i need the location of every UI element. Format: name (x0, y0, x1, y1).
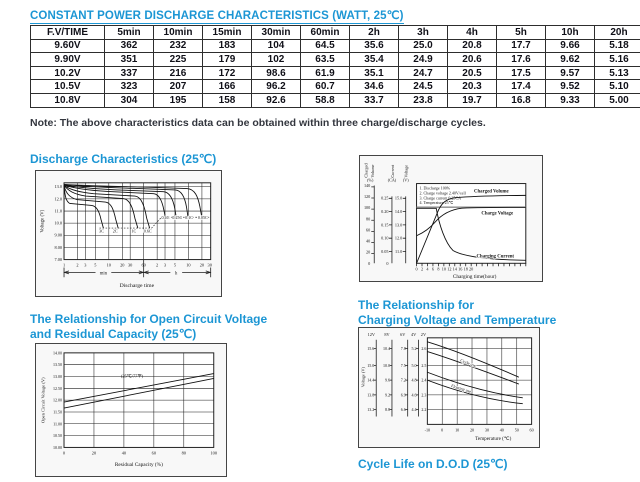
tick-label: 6 (431, 266, 434, 272)
tick-label: 0 (62, 450, 66, 456)
scale-8v (383, 346, 390, 412)
page-title-text: CONSTANT POWER DISCHARGE CHARACTERISTICS (WATT, 25℃) (30, 10, 404, 22)
tick-label: 0.20 (381, 208, 389, 214)
table-cell: 158 (203, 93, 252, 107)
tick-label: 0.05 (381, 248, 389, 254)
table-cell: 20.3 (448, 80, 497, 94)
tick-label: 7.00 (54, 257, 63, 263)
scale-2v (421, 346, 426, 412)
table-cell: 166 (203, 80, 252, 94)
cycle-life-title: Cycle Life on D.O.D (25℃) (358, 457, 508, 471)
tick-label: 7.8 (400, 346, 406, 352)
tick-label: 1 (62, 262, 66, 268)
y-tick-labels (54, 184, 62, 262)
charging-current-label: Charging Current (476, 254, 515, 260)
tick-label: 0 (386, 260, 389, 266)
tick-label: 11.0 (395, 248, 403, 254)
table-cell: 16.8 (497, 93, 546, 107)
tick-label: 40 (499, 427, 504, 433)
table-cell: 17.5 (497, 66, 546, 80)
column-header: 30min (252, 26, 301, 40)
column-header: 60min (301, 26, 350, 40)
tick-label: 14.00 (52, 350, 63, 356)
tick-label: 9.00 (54, 232, 63, 238)
column-header: 3h (399, 26, 448, 40)
table-cell: 9.57 (546, 66, 595, 80)
table-row (31, 93, 640, 107)
tick-label: 60 (529, 427, 534, 433)
tick-label: 2.6 (421, 346, 427, 352)
tick-label: 20 (120, 262, 125, 268)
tick-label: 0 (415, 266, 418, 272)
tick-label: 30 (128, 262, 133, 268)
tick-label: 10 (106, 262, 111, 268)
tick-label: 2C (112, 228, 118, 234)
tick-label: 0.25 (381, 195, 389, 201)
table-cell: 9.62 (546, 53, 595, 67)
table-cell: 232 (154, 39, 203, 53)
tick-label: 6V (400, 331, 406, 337)
table-cell: 337 (105, 66, 154, 80)
table-cell: 5.13 (595, 66, 640, 80)
tick-label: 15.6 (367, 346, 375, 352)
row-header: 10.2V (31, 66, 105, 80)
tick-label: 10.00 (52, 444, 63, 450)
table-cell: 5.10 (595, 80, 640, 94)
row-header: 9.60V (31, 39, 105, 53)
table-cell: 96.2 (252, 80, 301, 94)
ocv-title-line2: and Residual Capacity (25℃) (30, 326, 197, 341)
tick-label: (V) (402, 177, 409, 183)
tick-label: 8.00 (54, 244, 63, 250)
table-cell: 92.6 (252, 93, 301, 107)
tick-label: 8V (384, 331, 390, 337)
table-cell: 5.16 (595, 53, 640, 67)
table-cell: 64.5 (301, 39, 350, 53)
table-cell: 23.8 (399, 93, 448, 107)
table-cell: 20.5 (448, 66, 497, 80)
table-cell: 63.5 (301, 53, 350, 67)
column-header: 5h (497, 26, 546, 40)
temperature-annotation: (25℃/77℉) (120, 373, 144, 379)
table-cell: 9.52 (546, 80, 595, 94)
discharge-chart-svg (36, 171, 221, 296)
table-header-row (31, 26, 640, 40)
column-header: 10h (546, 26, 595, 40)
tick-label: 13.0 (394, 222, 403, 228)
tick-label: 2.2 (421, 407, 427, 413)
curve-labels-high (161, 215, 208, 220)
table-cell: 24.7 (399, 66, 448, 80)
scale-6v (401, 346, 406, 412)
temp-chart (358, 327, 540, 448)
tick-label: 5 (94, 262, 97, 268)
voltage-ticks (395, 196, 402, 254)
tick-label: 20 (91, 450, 97, 456)
tick-label: 60 (151, 450, 157, 456)
tick-label: 6.9 (400, 392, 406, 398)
x-tick-labels (415, 267, 473, 272)
tick-label: 7.5 (400, 362, 406, 368)
tick-label: 4.4 (411, 407, 417, 413)
charged-axis-label-1: Charged (363, 163, 369, 178)
y-axis-label: Voltage (V) (360, 367, 366, 388)
tick-label: 10 (455, 427, 460, 433)
min-span-label: min (99, 271, 108, 277)
tick-label: 0.25C (172, 215, 183, 221)
table-cell: 179 (203, 53, 252, 67)
tick-label: 5.0 (411, 362, 417, 368)
tick-label: 13.50 (52, 362, 63, 368)
table-cell: 25.0 (399, 39, 448, 53)
tick-label: 13.00 (52, 373, 63, 379)
charging-chart-svg (360, 156, 542, 281)
tick-label: 4V (410, 331, 417, 337)
plot-area (427, 338, 531, 425)
table-cell: 35.1 (350, 66, 399, 80)
ocv-chart (35, 343, 227, 477)
table-cell: 17.4 (497, 80, 546, 94)
tick-label: 60 (141, 262, 146, 268)
table-cell: 183 (203, 39, 252, 53)
tick-label: 5 (173, 262, 177, 268)
table-cell: 351 (105, 53, 154, 67)
tick-label: 7.2 (400, 377, 406, 383)
x-axis-label: Residual Capacity (%) (114, 462, 163, 469)
temp-title-line2: Charging Voltage and Temperature (358, 312, 557, 327)
tick-label: 14 (452, 266, 457, 272)
table-cell: 323 (105, 80, 154, 94)
y-axis-label: Voltage (V) (40, 209, 46, 233)
tick-label: 10 (186, 262, 191, 268)
tick-label: 11.50 (53, 409, 63, 415)
tick-label: 120 (363, 194, 371, 200)
tick-label: 12.0 (394, 235, 403, 241)
column-header: 20h (595, 26, 640, 40)
charged-axis-label-2: Volume (370, 164, 376, 178)
table-cell: 216 (154, 66, 203, 80)
table-cell: 60.7 (301, 80, 350, 94)
tick-label: 2.4 (421, 377, 427, 383)
ocv-chart-title (30, 312, 267, 341)
table-cell: 17.7 (497, 39, 546, 53)
table-cell: 172 (203, 66, 252, 80)
current-ticks (381, 196, 388, 266)
temp-title-line1: The Relationship for (358, 298, 475, 312)
tick-label: 14.0 (394, 208, 403, 214)
table-cell: 225 (154, 53, 203, 67)
scale-12v (367, 346, 374, 412)
floating-use-label: Floating use (450, 383, 472, 394)
tick-label: 0.10 (381, 235, 389, 241)
tick-label: 12 (447, 266, 452, 272)
table-cell: 102 (252, 53, 301, 67)
tick-label: 2. Charge voltage 2.40V/cell (419, 190, 466, 196)
table-cell: 5.00 (595, 93, 640, 107)
tick-label: 0.1C (185, 215, 193, 221)
tick-label: 13.2 (367, 407, 375, 413)
x-tick-labels (63, 450, 217, 455)
table-row (31, 80, 640, 94)
tick-label: 100 (363, 205, 371, 211)
tick-label: 10 (441, 266, 446, 272)
temp-chart-title (358, 298, 556, 327)
tick-label: 4.8 (411, 377, 417, 383)
tick-label: 11.00 (53, 421, 63, 427)
table-cell: 9.66 (546, 39, 595, 53)
tick-label: 20 (469, 266, 474, 272)
tick-label: 9.6 (384, 377, 390, 383)
x-tick-labels (425, 427, 534, 432)
tick-label: 2 (76, 262, 79, 268)
table-cell: 24.5 (399, 80, 448, 94)
tick-label: 2.5 (421, 362, 427, 368)
scale-4v (412, 346, 417, 412)
voltage-axis-label: Voltage (403, 164, 409, 178)
power-discharge-table (30, 25, 640, 108)
tick-label: 4 (426, 266, 429, 272)
tick-label: 10.50 (52, 433, 63, 439)
tick-label: 30 (207, 262, 212, 268)
table-cell: 304 (105, 93, 154, 107)
tick-label: 50 (514, 427, 519, 433)
tick-label: 10.0 (382, 362, 390, 368)
table-cell: 17.6 (497, 53, 546, 67)
tick-label: 9.2 (384, 392, 390, 398)
table-cell: 104 (252, 39, 301, 53)
tick-label: 10.4 (382, 346, 390, 352)
table-cell: 362 (105, 39, 154, 53)
charge-voltage-label: Charge Voltage (481, 211, 514, 217)
current-axis-label: Current (389, 164, 395, 178)
table-cell: 34.6 (350, 80, 399, 94)
tick-label: (%) (367, 177, 374, 183)
tick-label: 0 (441, 427, 444, 433)
tick-label: 2 (420, 266, 424, 272)
table-cell: 5.18 (595, 39, 640, 53)
x-axis-label: Charging time(hour) (452, 274, 497, 281)
tick-label: 14.4 (367, 377, 375, 383)
table-cell: 58.8 (301, 93, 350, 107)
tick-label: 4.6 (411, 392, 417, 398)
tick-label: 60 (366, 227, 371, 233)
column-header: 15min (203, 26, 252, 40)
table-cell: 61.9 (301, 66, 350, 80)
tick-label: 18 (463, 266, 468, 272)
tick-label: 140 (363, 182, 371, 188)
y-tick-labels (53, 350, 62, 450)
tick-label: (CA) (387, 177, 397, 183)
table-cell: 207 (154, 80, 203, 94)
tick-label: 0 (368, 260, 371, 266)
tick-label: 4. Temperature 25℃ (419, 200, 454, 206)
tick-label: 8 (437, 266, 440, 272)
table-cell: 35.6 (350, 39, 399, 53)
scale-headers (368, 332, 427, 337)
ocv-chart-svg (36, 344, 226, 476)
y-axis-label: Open Circuit Voltage (V) (40, 377, 46, 423)
table-cell: 195 (154, 93, 203, 107)
tick-label: 6.6 (400, 407, 406, 413)
column-header: 10min (154, 26, 203, 40)
table-cell: 19.7 (448, 93, 497, 107)
tick-label: 0.6C (143, 228, 152, 234)
table-row (31, 53, 640, 67)
page-title (30, 8, 404, 24)
row-header: 10.8V (31, 93, 105, 107)
tick-label: 40 (366, 238, 371, 244)
row-header: 10.5V (31, 80, 105, 94)
table-cell: 24.9 (399, 53, 448, 67)
rotated-axis-titles (363, 163, 408, 178)
tick-label: 3. Charge current 0.25CA (419, 195, 462, 201)
ocv-title-line1: The Relationship for Open Circuit Voltage (30, 312, 268, 326)
temp-chart-svg (359, 328, 539, 447)
row-header: 9.90V (31, 53, 105, 67)
column-header: F.V/TIME (31, 26, 105, 40)
x-tick-labels (63, 262, 212, 267)
column-header: 2h (350, 26, 399, 40)
tick-label: 15.0 (394, 195, 403, 201)
tick-label: 0.15 (381, 222, 389, 228)
tick-label: 20 (199, 262, 205, 268)
volume-ticks (364, 183, 370, 266)
tick-label: 16 (458, 266, 463, 272)
tick-label: 2V (420, 331, 427, 337)
table-cell: 98.6 (252, 66, 301, 80)
tick-label: 3 (84, 262, 87, 268)
tick-label: 20 (366, 249, 371, 255)
tick-label: 3C (99, 228, 104, 234)
tick-label: 80 (366, 216, 371, 222)
tick-label: 0.4C (161, 215, 170, 221)
h-span-label: h (175, 271, 178, 277)
column-header: 5min (105, 26, 154, 40)
tick-label: 5.2 (411, 346, 417, 352)
discharge-chart-title: Discharge Characteristics (25℃) (30, 152, 217, 166)
table-cell: 20.8 (448, 39, 497, 53)
column-header: 4h (448, 26, 497, 40)
note-text: Note: The above characteristics data can be obtained within three charge/discharge cycles. (30, 117, 486, 129)
charging-chart (359, 155, 543, 282)
tick-label: 12.0 (54, 196, 63, 202)
tick-label: 13.8 (367, 392, 375, 398)
tick-label: 2.3 (421, 392, 427, 398)
table-cell: 33.7 (350, 93, 399, 107)
tick-label: 15.0 (367, 362, 375, 368)
table-cell: 35.4 (350, 53, 399, 67)
tick-label: 8.8 (384, 407, 390, 413)
discharge-chart (35, 170, 222, 297)
table-row (31, 66, 640, 80)
x-axis-label: Discharge time (119, 283, 155, 290)
tick-label: 10.0 (54, 220, 63, 226)
tick-label: 3 (163, 262, 167, 268)
tick-label: 1. Discharge 100% (419, 185, 451, 191)
tick-label: 12.50 (52, 385, 63, 391)
tick-label: 40 (121, 450, 127, 456)
tick-label: 13.0 (54, 184, 63, 190)
table-cell: 9.33 (546, 93, 595, 107)
tick-label: 20 (469, 427, 475, 433)
tick-label: 12V (367, 331, 376, 337)
tick-label: 2 (156, 262, 159, 268)
table-cell: 20.6 (448, 53, 497, 67)
tick-label: 1C (131, 228, 137, 234)
charged-volume-label: Charged Volume (474, 189, 509, 195)
tick-label: 12.00 (52, 397, 63, 403)
cycle-use-label: Cycle use (459, 357, 477, 369)
table-row (31, 39, 640, 53)
tick-label: 30 (484, 427, 490, 433)
tick-label: -10 (424, 427, 431, 433)
tick-label: 11.0 (54, 208, 63, 214)
tick-label: 0.05C (197, 215, 208, 221)
x-axis-label: Temperature (℃) (475, 436, 512, 443)
tick-label: 100 (210, 450, 217, 456)
tick-label: 80 (181, 450, 186, 456)
